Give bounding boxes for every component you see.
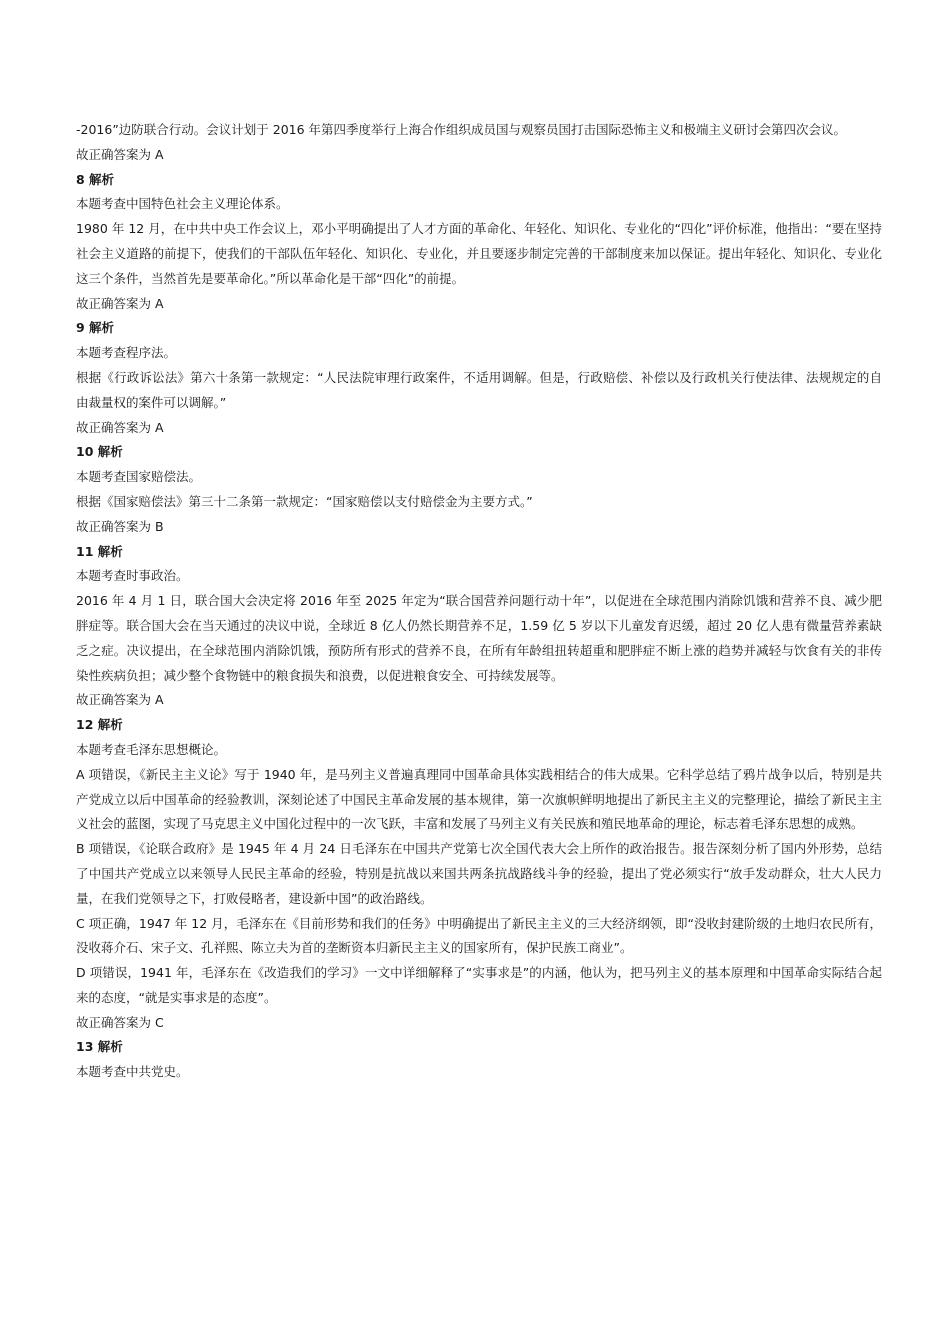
- document-page: [76, 118, 882, 1085]
- paragraph: 本题考查毛泽东思想概论。: [76, 741, 227, 757]
- paragraph: A 项错误，《新民主主义论》写于 1940 年，是马列主义普遍真理同中国革命具体实践相结合的伟大成果。它科学总结了鸦片战争以后，特别是共产党成立以后中国革命的经验教训，深刻论述了中国民主革命发展的基本规律，第一次旗帜鲜明地提出了新民主主义的完整理论，描绘了新民主主义社会的蓝图，实现了马克思主义中国化过程中的一次飞跃，丰富和发展了马列主义有关民族和殖民地革命的理论，标志着毛泽东思想的成熟。: [76, 766, 882, 832]
- answer-line: 故正确答案为 A: [76, 419, 164, 435]
- section-heading: 11 解析: [76, 543, 123, 559]
- paragraph: 根据《行政诉讼法》第六十条第一款规定：“人民法院审理行政案件，不适用调解。但是，行政赔偿、补偿以及行政机关行使法律、法规规定的自由裁量权的案件可以调解。”: [76, 369, 882, 410]
- paragraph: -2016”边防联合行动。会议计划于 2016 年第四季度举行上海合作组织成员国与观察员国打击国际恐怖主义和极端主义研讨会第四次会议。: [76, 122, 847, 137]
- paragraph: D 项错误，1941 年，毛泽东在《改造我们的学习》一文中详细解释了“实事求是”的内涵，他认为，把马列主义的基本原理和中国革命实际结合起来的态度，“就是实事求是的态度”。: [76, 965, 882, 1005]
- section-heading: 10 解析: [76, 444, 123, 460]
- answer-line: 故正确答案为 A: [76, 295, 164, 311]
- paragraph: C 项正确，1947 年 12 月，毛泽东在《目前形势和我们的任务》中明确提出了新民主主义的三大经济纲领，即“没收封建阶级的土地归农民所有，没收蒋介石、宋子文、孔祥熙、陈立夫为首的垄断资本归新民主主义的国家所有，保护民族工商业”。: [76, 915, 882, 956]
- paragraph: 本题考查中共党史。: [76, 1064, 189, 1080]
- answer-line: 故正确答案为 B: [76, 518, 164, 534]
- section-heading: 8 解析: [76, 171, 115, 187]
- paragraph: 1980 年 12 月，在中共中央工作会议上，邓小平明确提出了人才方面的革命化、年轻化、知识化、专业化的“四化”评价标准，他指出：“要在坚持社会主义道路的前提下，使我们的干部队伍年轻化、知识化、专业化，并且要逐步制定完善的干部制度来加以保证。提出年轻化、知识化、专业化这三个条件，当然首先是要革命化。”所以革命化是干部“四化”的前提。: [76, 221, 882, 286]
- paragraph: 本题考查中国特色社会主义理论体系。: [76, 196, 289, 212]
- section-heading: 12 解析: [76, 717, 123, 733]
- section-heading: 13 解析: [76, 1039, 123, 1055]
- answer-line: 故正确答案为 C: [76, 1014, 164, 1030]
- paragraph: 本题考查国家赔偿法。: [76, 469, 202, 485]
- paragraph: 2016 年 4 月 1 日，联合国大会决定将 2016 年至 2025 年定为“联合国营养问题行动十年”，以促进在全球范围内消除饥饿和营养不良、减少肥胖症等。联合国大会在当天通过的决议中说，全球近 8 亿人仍然长期营养不足，1.59 亿 5 岁以下儿童发育迟缓，超过 20 亿人患有微量营养素缺乏之症。决议提出，在全球范围内消除饥饿，预防所有形式的营养不良，在所有年龄组扭转超重和肥胖症不断上涨的趋势并减轻与饮食有关的非传染性疾病负担；减少整个食物链中的粮食损失和浪费，以促进粮食安全、可持续发展等。: [76, 593, 882, 683]
- paragraph: 根据《国家赔偿法》第三十二条第一款规定：“国家赔偿以支付赔偿金为主要方式。”: [76, 493, 533, 509]
- section-heading: 9 解析: [76, 320, 115, 336]
- answer-line: 故正确答案为 A: [76, 146, 164, 162]
- paragraph: 本题考查程序法。: [76, 345, 177, 361]
- paragraph: B 项错误，《论联合政府》是 1945 年 4 月 24 日毛泽东在中国共产党第七次全国代表大会上所作的政治报告。报告深刻分析了国内外形势，总结了中国共产党成立以来领导人民民主革命的经验，特别是抗战以来国共两条抗战路线斗争的经验，提出了党必须实行“放手发动群众，壮大人民力量，在我们党领导之下，打败侵略者，建设新中国”的政治路线。: [76, 841, 882, 906]
- answer-line: 故正确答案为 A: [76, 692, 164, 708]
- paragraph: 本题考查时事政治。: [76, 568, 189, 584]
